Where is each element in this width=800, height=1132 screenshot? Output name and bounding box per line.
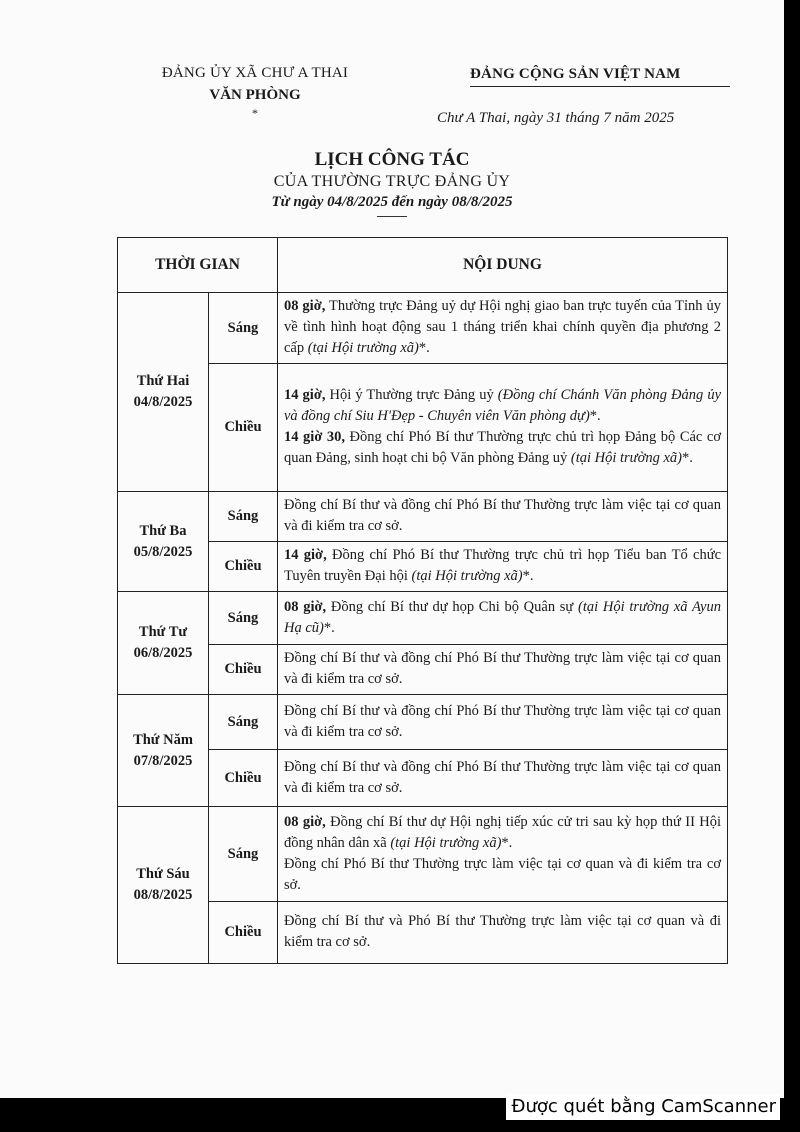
session-afternoon: Chiều	[209, 645, 278, 695]
issuing-office	[135, 62, 375, 120]
entry-text: Đồng chí Bí thư và đồng chí Phó Bí thư Thường trực làm việc tại cơ quan và đi kiểm tra cơ sở.	[284, 702, 721, 740]
table-row	[118, 492, 728, 542]
entry-time: 08 giờ,	[284, 298, 326, 314]
entry-text: Thường trực Đảng uỷ dự Hội nghị giao ban trực tuyến của Tỉnh ủy về tình hình hoạt động sau 1 tháng triển khai chính quyền địa phương 2 cấp	[284, 298, 721, 356]
entry-text: Đồng chí Bí thư và đồng chí Phó Bí thư Thường trực làm việc tại cơ quan và đi kiểm tra cơ sở.	[284, 650, 721, 687]
title-line1: LỊCH CÔNG TÁC	[314, 149, 470, 170]
day-name: Thứ Sáu	[136, 866, 190, 882]
session-afternoon: Chiều	[209, 902, 278, 964]
entry-location: (tại Hội trường xã)	[390, 834, 502, 851]
entry-time: 14 giờ,	[284, 387, 326, 403]
content-cell	[278, 695, 728, 750]
table-header-row	[118, 238, 728, 293]
document-title	[0, 148, 784, 217]
schedule-entry	[284, 296, 721, 359]
schedule-table	[117, 237, 728, 964]
entry-text: Đồng chí Bí thư dự Hội nghị tiếp xúc cử tri sau kỳ họp thứ II Hội đồng nhân dân xã	[284, 813, 721, 851]
entry-text: Đồng chí Phó Bí thư Thường trực chủ trì họp Đảng bộ Các cơ quan Đảng, sinh hoạt chi bộ Văn phòng Đảng uỷ	[284, 429, 721, 466]
day-cell	[118, 592, 209, 695]
day-cell	[118, 492, 209, 592]
entry-time: 14 giờ 30,	[284, 429, 346, 445]
entry-text: Đồng chí Phó Bí thư Thường trực làm việc tại cơ quan và đi kiểm tra cơ sở.	[284, 855, 721, 893]
day-name: Thứ Ba	[139, 522, 187, 539]
entry-text: Đồng chí Bí thư và Phó Bí thư Thường trực làm việc tại cơ quan và đi kiểm tra cơ sở.	[284, 913, 721, 950]
schedule-entry	[284, 648, 721, 690]
content-cell	[278, 492, 728, 542]
table-row	[118, 902, 728, 964]
entry-time: 08 giờ,	[284, 598, 327, 615]
entry-location: (tại Hội trường xã Ayun Hạ cũ)	[284, 598, 721, 636]
table-row	[118, 293, 728, 364]
content-cell	[278, 592, 728, 645]
entry-mark: *.	[418, 340, 430, 356]
table-row	[118, 364, 728, 492]
schedule-entry	[284, 911, 721, 953]
office-name: VĂN PHÒNG	[209, 87, 301, 103]
day-cell	[118, 293, 209, 492]
session-afternoon: Chiều	[209, 364, 278, 492]
schedule-entry	[284, 812, 721, 854]
entry-mark: *.	[501, 834, 513, 851]
day-date: 05/8/2025	[133, 543, 193, 560]
entry-time: 08 giờ,	[284, 813, 326, 830]
content-cell	[278, 645, 728, 695]
table-row	[118, 695, 728, 750]
session-morning: Sáng	[209, 807, 278, 902]
content-cell	[278, 750, 728, 807]
entry-mark: *.	[323, 619, 335, 636]
day-cell	[118, 695, 209, 807]
content-cell	[278, 807, 728, 902]
entry-text: Đồng chí Phó Bí thư Thường trực chủ trì họp Tiểu ban Tổ chức Tuyên truyền Đại hội	[284, 547, 722, 584]
schedule-entry	[284, 495, 721, 537]
day-name: Thứ Hai	[136, 373, 190, 389]
header-content: NỘI DUNG	[278, 238, 728, 293]
entry-time: 14 giờ,	[284, 547, 327, 563]
day-name: Thứ Tư	[138, 624, 188, 640]
schedule-entry	[284, 385, 721, 427]
org-name: ĐẢNG ỦY XÃ CHƯ A THAI	[161, 65, 349, 81]
entry-text: Đồng chí Bí thư và đồng chí Phó Bí thư Thường trực làm việc tại cơ quan và đi kiểm tra cơ sở.	[284, 758, 721, 796]
table-row	[118, 750, 728, 807]
session-morning: Sáng	[209, 293, 278, 364]
content-cell	[278, 542, 728, 592]
schedule-entry	[284, 427, 721, 469]
schedule-entry	[284, 757, 721, 799]
session-morning: Sáng	[209, 592, 278, 645]
title-divider	[377, 216, 407, 217]
session-afternoon: Chiều	[209, 750, 278, 807]
content-cell	[278, 364, 728, 492]
day-name: Thứ Năm	[133, 731, 193, 748]
header-time: THỜI GIAN	[118, 238, 278, 293]
day-cell	[118, 807, 209, 964]
table-row	[118, 807, 728, 902]
entry-location: (tại Hội trường xã)	[570, 450, 682, 466]
scanner-watermark: Được quét bằng CamScanner	[506, 1094, 780, 1120]
table-row	[118, 542, 728, 592]
schedule-entry	[284, 597, 721, 639]
entry-location: (Đồng chí Chánh Văn phòng Đảng ủy và đồng chí Siu H'Đẹp - Chuyên viên Văn phòng dự)	[284, 387, 722, 424]
entry-mark: *.	[681, 450, 693, 466]
schedule-body	[118, 293, 728, 964]
session-morning: Sáng	[209, 695, 278, 750]
party-name: ĐẢNG CỘNG SẢN VIỆT NAM	[470, 66, 730, 87]
entry-text: Đồng chí Bí thư và đồng chí Phó Bí thư Thường trực làm việc tại cơ quan và đi kiểm tra cơ sở.	[284, 497, 721, 534]
entry-mark: *.	[522, 568, 534, 584]
entry-text: Đồng chí Bí thư dự họp Chi bộ Quân sự	[326, 598, 579, 615]
content-cell	[278, 293, 728, 364]
header-mark: *	[252, 106, 258, 120]
day-date: 08/8/2025	[133, 887, 193, 903]
content-cell	[278, 902, 728, 964]
session-afternoon: Chiều	[209, 542, 278, 592]
title-date-range: Từ ngày 04/8/2025 đến ngày 08/8/2025	[271, 194, 513, 210]
entry-location: (tại Hội trường xã)	[307, 340, 419, 356]
place-date: Chư A Thai, ngày 31 tháng 7 năm 2025	[437, 110, 675, 126]
schedule-entry	[284, 701, 721, 743]
day-date: 06/8/2025	[133, 645, 193, 661]
entry-mark: *.	[589, 408, 601, 424]
table-row	[118, 592, 728, 645]
schedule-entry	[284, 854, 721, 896]
day-date: 04/8/2025	[133, 394, 193, 410]
schedule-entry	[284, 545, 721, 587]
title-line2: CỦA THƯỜNG TRỰC ĐẢNG ỦY	[273, 173, 511, 190]
entry-text: Hội ý Thường trực Đảng uỷ	[325, 387, 498, 403]
day-date: 07/8/2025	[133, 752, 193, 769]
session-morning: Sáng	[209, 492, 278, 542]
table-row	[118, 645, 728, 695]
entry-location: (tại Hội trường xã)	[411, 568, 523, 584]
